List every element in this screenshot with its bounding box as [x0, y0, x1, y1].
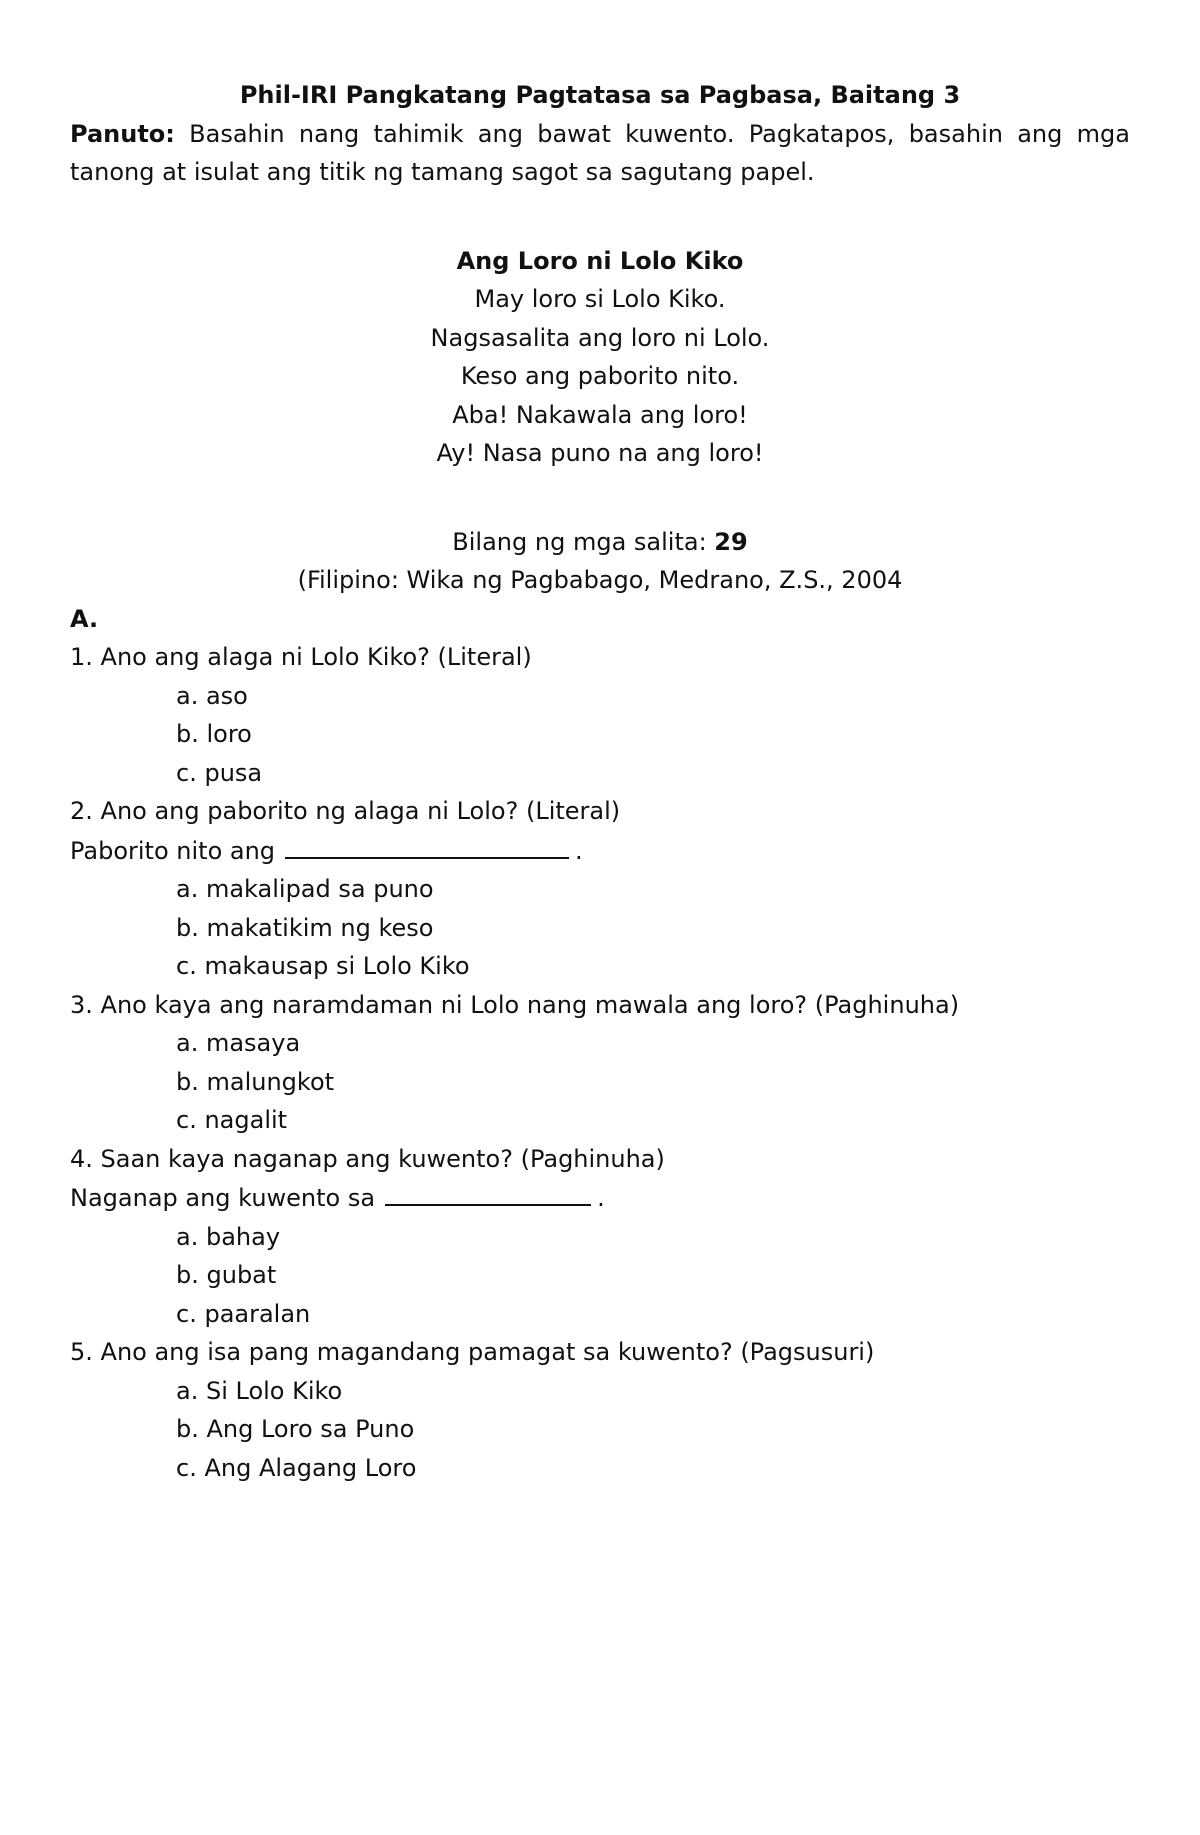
question-2-option-b: b. makatikim ng keso [176, 913, 434, 942]
instructions-text: Basahin nang tahimik ang bawat kuwento. Pagkatapos, basahin ang mga tanong at isulat ang titik ng tamang sagot sa sagutang papel. [70, 119, 1130, 186]
story-line: Keso ang paborito nito. [460, 362, 740, 390]
spacer [70, 473, 1130, 523]
question-5-option-b: b. Ang Loro sa Puno [176, 1415, 415, 1443]
fill-in-suffix: . [597, 1184, 605, 1212]
question-4: 4. Saan kaya naganap ang kuwento? (Paghinuha) [70, 1144, 665, 1173]
word-count-label: Bilang ng mga salita: [452, 527, 707, 556]
answer-blank [385, 1178, 591, 1206]
question-1-option-c: c. pusa [176, 758, 263, 787]
spacer [70, 192, 1130, 242]
worksheet-title: Phil-IRI Pangkatang Pagtatasa sa Pagbasa, Baitang 3 [239, 81, 961, 109]
question-5-option-c: c. Ang Alagang Loro [176, 1453, 417, 1482]
question-3-option-c: c. nagalit [176, 1106, 288, 1134]
question-5-option-a: a. Si Lolo Kiko [176, 1376, 343, 1405]
story-line: May loro si Lolo Kiko. [474, 285, 726, 313]
question-1-option-b: b. loro [176, 720, 252, 748]
word-count-value: 29 [714, 527, 748, 556]
fill-in-suffix: . [575, 836, 583, 865]
question-2-option-a: a. makalipad sa puno [176, 875, 434, 903]
question-1-option-a: a. aso [176, 681, 248, 710]
fill-in-prefix: Paborito nito ang [70, 836, 276, 865]
question-4-fill-in [70, 1178, 1130, 1218]
word-count [70, 523, 1130, 562]
instructions-paragraph [70, 115, 1130, 192]
story-source: (Filipino: Wika ng Pagbabago, Medrano, Z.S., 2004 [297, 566, 903, 594]
question-3: 3. Ano kaya ang naramdaman ni Lolo nang mawala ang loro? (Paghinuha) [70, 990, 960, 1019]
question-2: 2. Ano ang paborito ng alaga ni Lolo? (Literal) [70, 797, 621, 825]
section-label: A. [70, 604, 99, 633]
question-3-option-b: b. malungkot [176, 1067, 335, 1096]
question-1: 1. Ano ang alaga ni Lolo Kiko? (Literal) [70, 643, 532, 671]
story-line: Aba! Nakawala ang loro! [452, 400, 748, 429]
question-2-fill-in [70, 831, 1130, 871]
question-5: 5. Ano ang isa pang magandang pamagat sa kuwento? (Pagsusuri) [70, 1338, 875, 1366]
answer-blank [285, 831, 569, 859]
question-4-option-b: b. gubat [176, 1261, 277, 1289]
fill-in-prefix: Naganap ang kuwento sa [70, 1184, 376, 1212]
story-line: Ay! Nasa puno na ang loro! [436, 439, 764, 467]
question-2-option-c: c. makausap si Lolo Kiko [176, 952, 470, 980]
story-title: Ang Loro ni Lolo Kiko [456, 246, 744, 275]
question-4-option-a: a. bahay [176, 1222, 281, 1251]
question-4-option-c: c. paaralan [176, 1299, 311, 1328]
instructions-label: Panuto: [70, 119, 175, 148]
question-3-option-a: a. masaya [176, 1029, 301, 1057]
story-line: Nagsasalita ang loro ni Lolo. [430, 323, 770, 352]
